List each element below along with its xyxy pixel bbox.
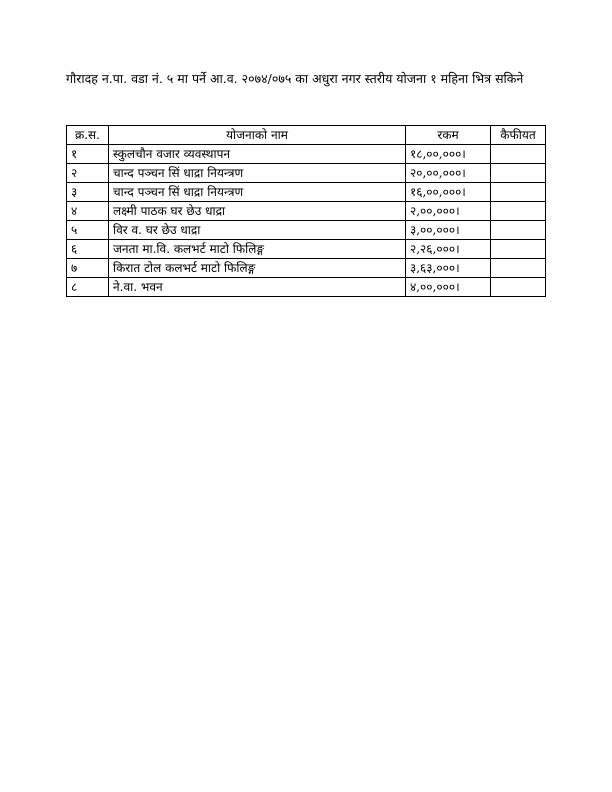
row-plan-name: ने.वा. भवन — [109, 278, 406, 297]
row-serial: २ — [67, 164, 109, 183]
row-remarks — [491, 240, 546, 259]
table-row — [67, 278, 546, 297]
row-plan-name: किरात टोल कलभर्ट माटो फिलिङ्ग — [109, 259, 406, 278]
row-serial: ६ — [67, 240, 109, 259]
document-heading: गौरादह न.पा. वडा नं. ५ मा पर्ने आ.व. २०७४/०७५ का अधुरा नगर स्तरीय योजना १ महिना भित्र सकिने — [66, 71, 524, 86]
table-row — [67, 259, 546, 278]
table-row — [67, 164, 546, 183]
row-amount: १८,००,०००। — [406, 145, 491, 164]
header-remarks: कैफीयत — [491, 126, 546, 145]
row-amount: २,२६,०००। — [406, 240, 491, 259]
row-plan-name: लक्ष्मी पाठक घर छेउ धाद्रा — [109, 202, 406, 221]
row-serial: ८ — [67, 278, 109, 297]
row-amount: ३,००,०००। — [406, 221, 491, 240]
row-plan-name: चान्द पञ्चन सिं धाद्रा नियन्त्रण — [109, 183, 406, 202]
table-row — [67, 202, 546, 221]
row-remarks — [491, 145, 546, 164]
row-remarks — [491, 164, 546, 183]
row-remarks — [491, 183, 546, 202]
table-row — [67, 183, 546, 202]
table-row — [67, 240, 546, 259]
row-plan-name: विर व. घर छेउ धाद्रा — [109, 221, 406, 240]
row-remarks — [491, 278, 546, 297]
row-remarks — [491, 221, 546, 240]
row-serial: ४ — [67, 202, 109, 221]
row-plan-name: जनता मा.वि. कलभर्ट माटो फिलिङ्ग — [109, 240, 406, 259]
row-serial: ७ — [67, 259, 109, 278]
header-plan-name: योजनाको नाम — [109, 126, 406, 145]
row-serial: ३ — [67, 183, 109, 202]
row-amount: २,००,०००। — [406, 202, 491, 221]
table-header-row — [67, 126, 546, 145]
header-serial: क्र.स. — [67, 126, 109, 145]
row-amount: २०,००,०००। — [406, 164, 491, 183]
plan-table — [66, 125, 546, 297]
row-amount: ४,००,०००। — [406, 278, 491, 297]
row-remarks — [491, 202, 546, 221]
row-serial: १ — [67, 145, 109, 164]
row-serial: ५ — [67, 221, 109, 240]
header-amount: रकम — [406, 126, 491, 145]
table-row — [67, 221, 546, 240]
row-amount: १६,००,०००। — [406, 183, 491, 202]
row-amount: ३,६३,०००। — [406, 259, 491, 278]
table-row — [67, 145, 546, 164]
row-remarks — [491, 259, 546, 278]
row-plan-name: स्कुलचौन वजार व्यवस्थापन — [109, 145, 406, 164]
row-plan-name: चान्द पञ्चन सिं धाद्रा नियन्त्रण — [109, 164, 406, 183]
